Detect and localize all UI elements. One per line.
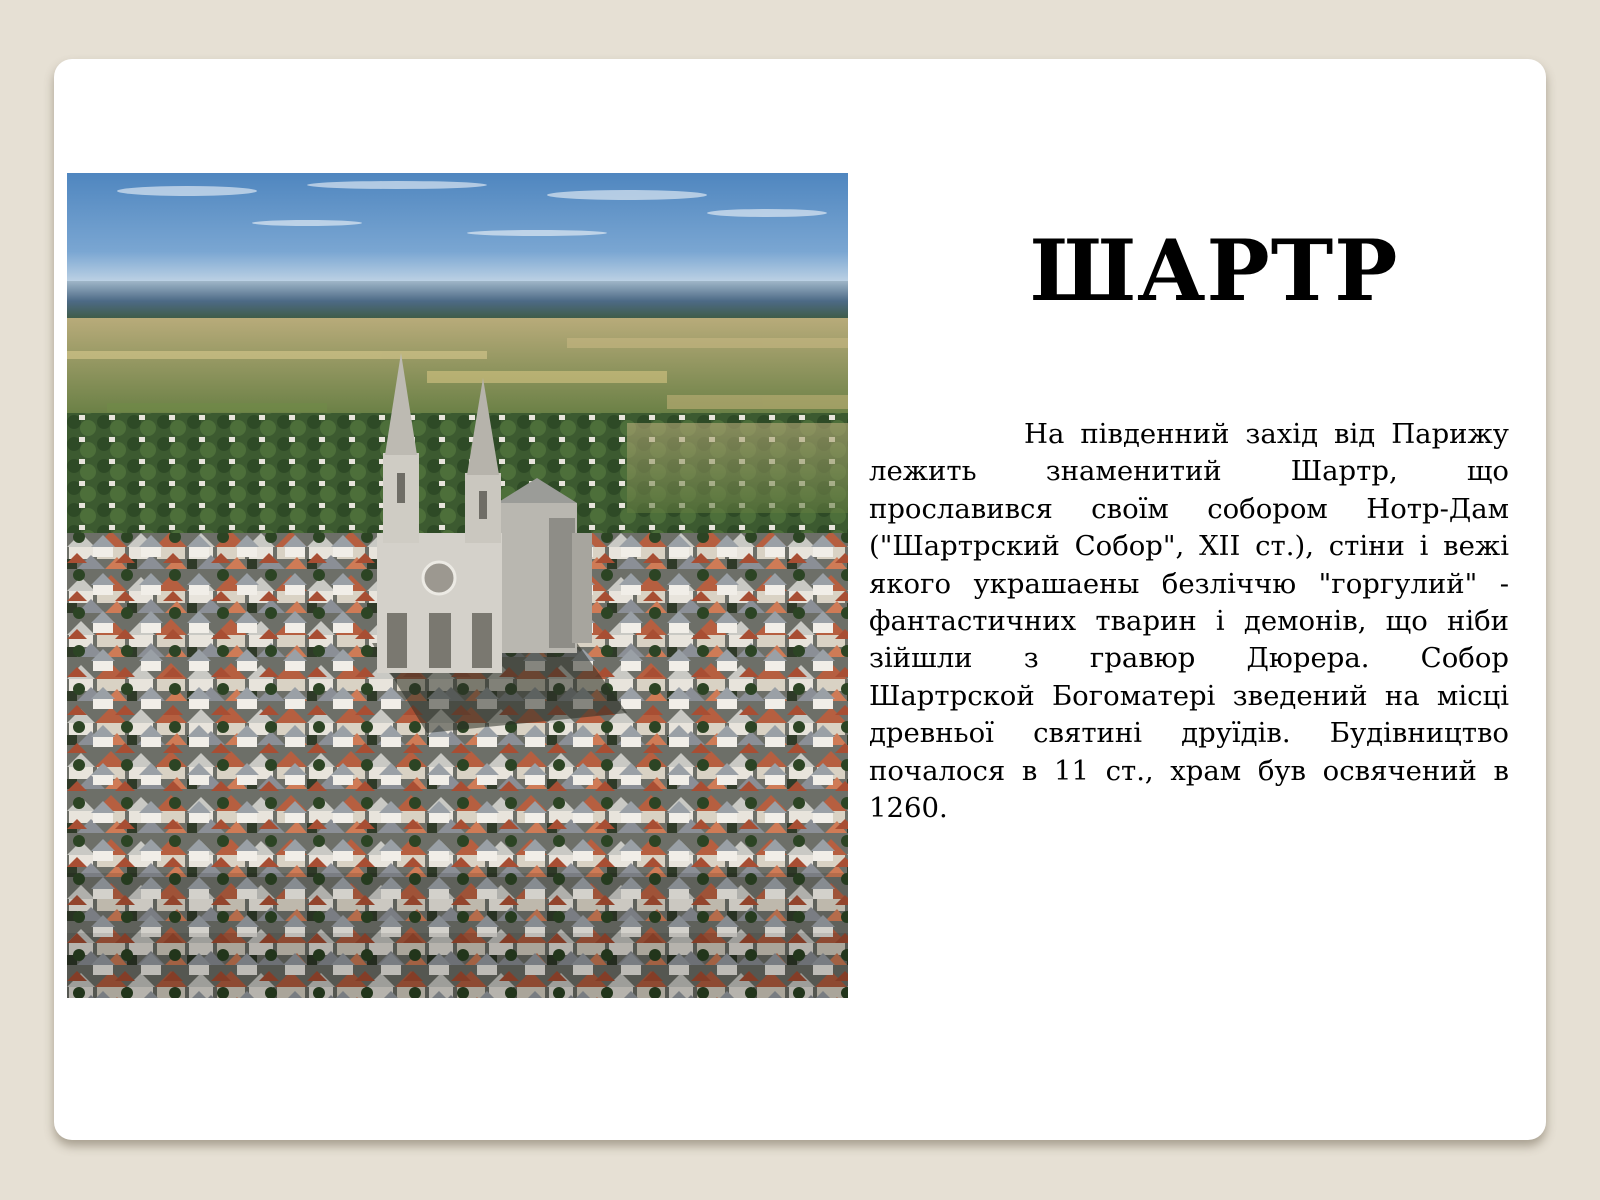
chartres-aerial-photo [67, 173, 848, 998]
slide-card [54, 59, 1546, 1140]
slide-title: ШАРТР [1029, 221, 1399, 320]
slide-body-text: На південний захід від Парижу лежить знаменитий Шартр, що прославився своїм собором Нотр-Дам ("Шартрский Собор", XII ст.), стіни і вежі якого украшаены безліччю "горгулий" - фантастичних тварин і демонів, що ніби зійшли з гравюр Дюрера. Собор Шартрской Богоматері зведений на місці древньої святині друїдів. Будівництво почалося в 11 ст., храм був освячений в 1260. [869, 418, 1509, 825]
